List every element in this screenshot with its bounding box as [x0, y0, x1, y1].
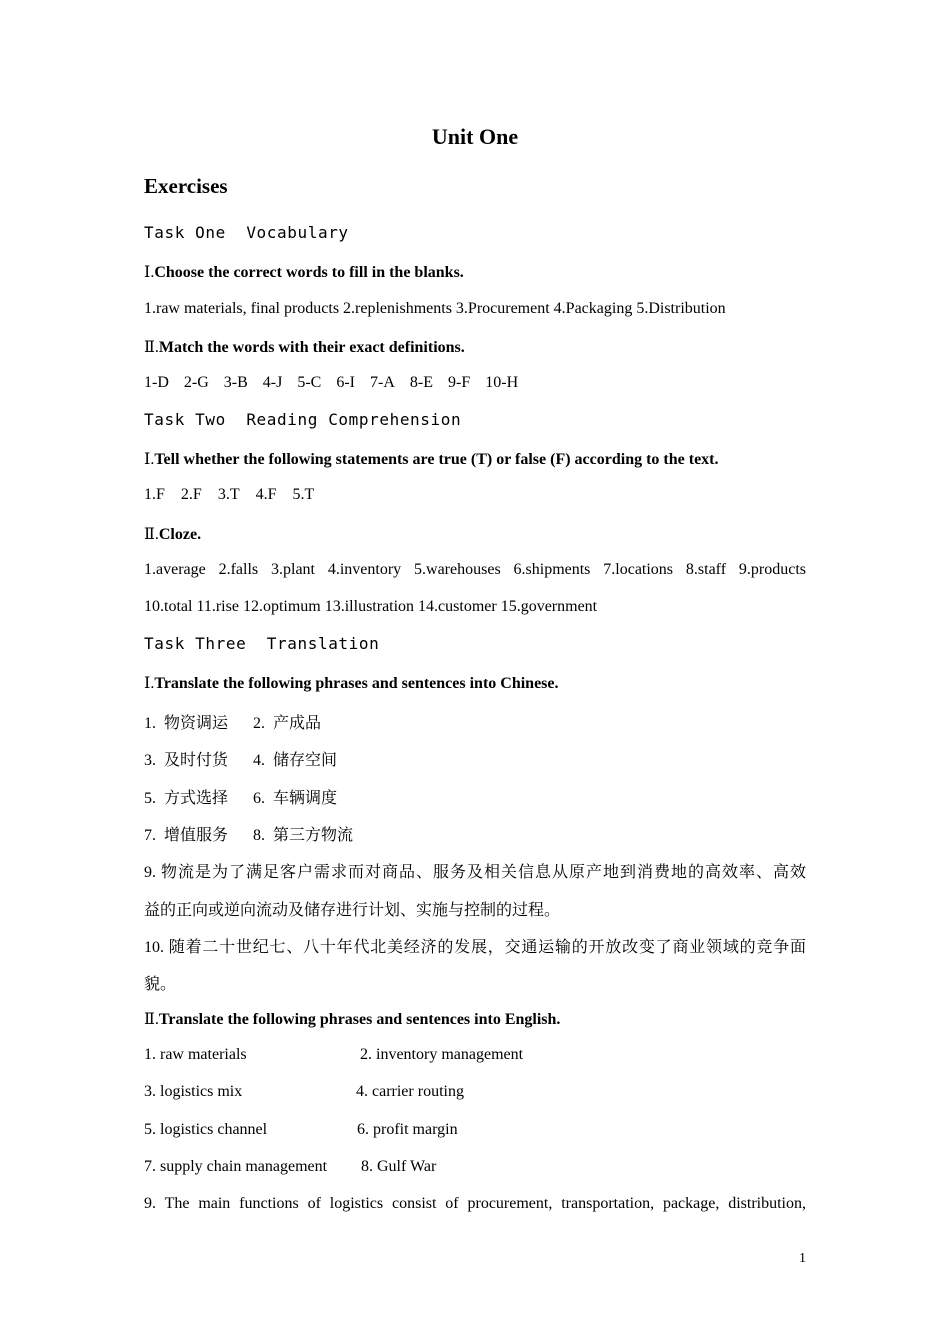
answer-item: 1-D: [144, 374, 169, 391]
task-three-part2-instruction: [144, 1009, 560, 1029]
cn-item-10-line1: 10. 随着二十世纪七、八十年代北美经济的发展，交通运输的开放改变了商业领域的竞争面: [144, 939, 806, 956]
answer-item: 3-B: [223, 374, 248, 391]
answer-item: 4-J: [262, 374, 283, 391]
instruction-text: Match the words with their exact definitions.: [158, 339, 465, 356]
task-two-part2-instruction: [144, 524, 201, 544]
instruction-text: Tell whether the following statements are true (T) or false (F) according to the text.: [154, 451, 719, 468]
task-one-heading: Task One Vocabulary: [144, 223, 349, 242]
en-item-2: 2. inventory management: [360, 1046, 524, 1063]
task-three-part1-instruction: [144, 673, 559, 693]
instruction-text: Translate the following phrases and sentences into Chinese.: [154, 675, 559, 692]
cn-item-5: 5. 方式选择: [144, 790, 229, 807]
en-item-7: 7. supply chain management: [144, 1158, 328, 1175]
roman-numeral: Ⅰ.: [144, 264, 155, 281]
task-one-part2-answers: [144, 374, 518, 392]
answer-item: 3.T: [217, 486, 240, 503]
roman-numeral: Ⅰ.: [144, 675, 155, 692]
cn-item-9-line2: 益的正向或逆向流动及储存进行计划、实施与控制的过程。: [144, 902, 561, 919]
cn-item-9-line1: 9. 物流是为了满足客户需求而对商品、服务及相关信息从原产地到消费地的高效率、高效: [144, 864, 806, 881]
unit-title: Unit One: [431, 124, 519, 149]
task-two-part1-answers: [144, 486, 314, 504]
cn-item-3: 3. 及时付货: [144, 752, 229, 769]
en-item-5: 5. logistics channel: [144, 1121, 268, 1138]
en-item-3: 3. logistics mix: [144, 1083, 243, 1100]
cn-item-6: 6. 车辆调度: [253, 790, 338, 807]
answer-item: 9-F: [448, 374, 471, 391]
answer-item: 5.T: [292, 486, 315, 503]
cloze-answers-line2: 10.total 11.rise 12.optimum 13.illustration 14.customer 15.government: [144, 598, 598, 615]
answer-item: 2-G: [183, 374, 209, 391]
task-two-part1-instruction: [144, 449, 719, 469]
en-item-1: 1. raw materials: [144, 1046, 247, 1063]
task-three-heading: Task Three Translation: [144, 634, 380, 653]
answer-item: 8-E: [409, 374, 433, 391]
cn-item-4: 4. 储存空间: [253, 752, 338, 769]
en-item-9-line1: 9. The main functions of logistics consist of procurement, transportation, package, distribution,: [144, 1195, 806, 1212]
cn-item-7: 7. 增值服务: [144, 827, 229, 844]
task-one-part1-instruction: [144, 262, 464, 282]
answer-item: 2.F: [180, 486, 202, 503]
instruction-text: Choose the correct words to fill in the blanks.: [154, 264, 464, 281]
task-one-part2-instruction: [144, 337, 465, 357]
answer-item: 7-A: [370, 374, 395, 391]
task-one-part1-answers: 1.raw materials, final products 2.replenishments 3.Procurement 4.Packaging 5.Distribution: [144, 300, 726, 317]
cn-item-1: 1. 物资调运: [144, 715, 229, 732]
page-number: 1: [799, 1251, 806, 1266]
roman-numeral: Ⅰ.: [144, 451, 155, 468]
task-two-heading: Task Two Reading Comprehension: [144, 410, 462, 429]
answer-item: 5-C: [297, 374, 322, 391]
answer-item: 6-I: [336, 374, 355, 391]
cn-item-2: 2. 产成品: [253, 715, 322, 732]
answer-item: 1.F: [144, 486, 165, 503]
roman-numeral: Ⅱ.: [144, 526, 159, 543]
answer-item: 4.F: [255, 486, 277, 503]
roman-numeral: Ⅱ.: [144, 339, 159, 356]
roman-numeral: Ⅱ.: [144, 1011, 159, 1028]
instruction-text: Translate the following phrases and sentences into English.: [158, 1011, 561, 1028]
cloze-answers-line1: 1.average 2.falls 3.plant 4.inventory 5.warehouses 6.shipments 7.locations 8.staff 9.products: [144, 561, 806, 578]
cn-item-10-line2: 貌。: [144, 976, 177, 993]
en-item-4: 4. carrier routing: [356, 1083, 464, 1100]
en-item-8: 8. Gulf War: [361, 1158, 437, 1175]
en-item-6: 6. profit margin: [357, 1121, 458, 1138]
answer-item: 10-H: [485, 374, 519, 391]
cn-item-8: 8. 第三方物流: [253, 827, 354, 844]
section-title: Exercises: [144, 174, 228, 198]
instruction-text: Cloze.: [158, 526, 202, 543]
